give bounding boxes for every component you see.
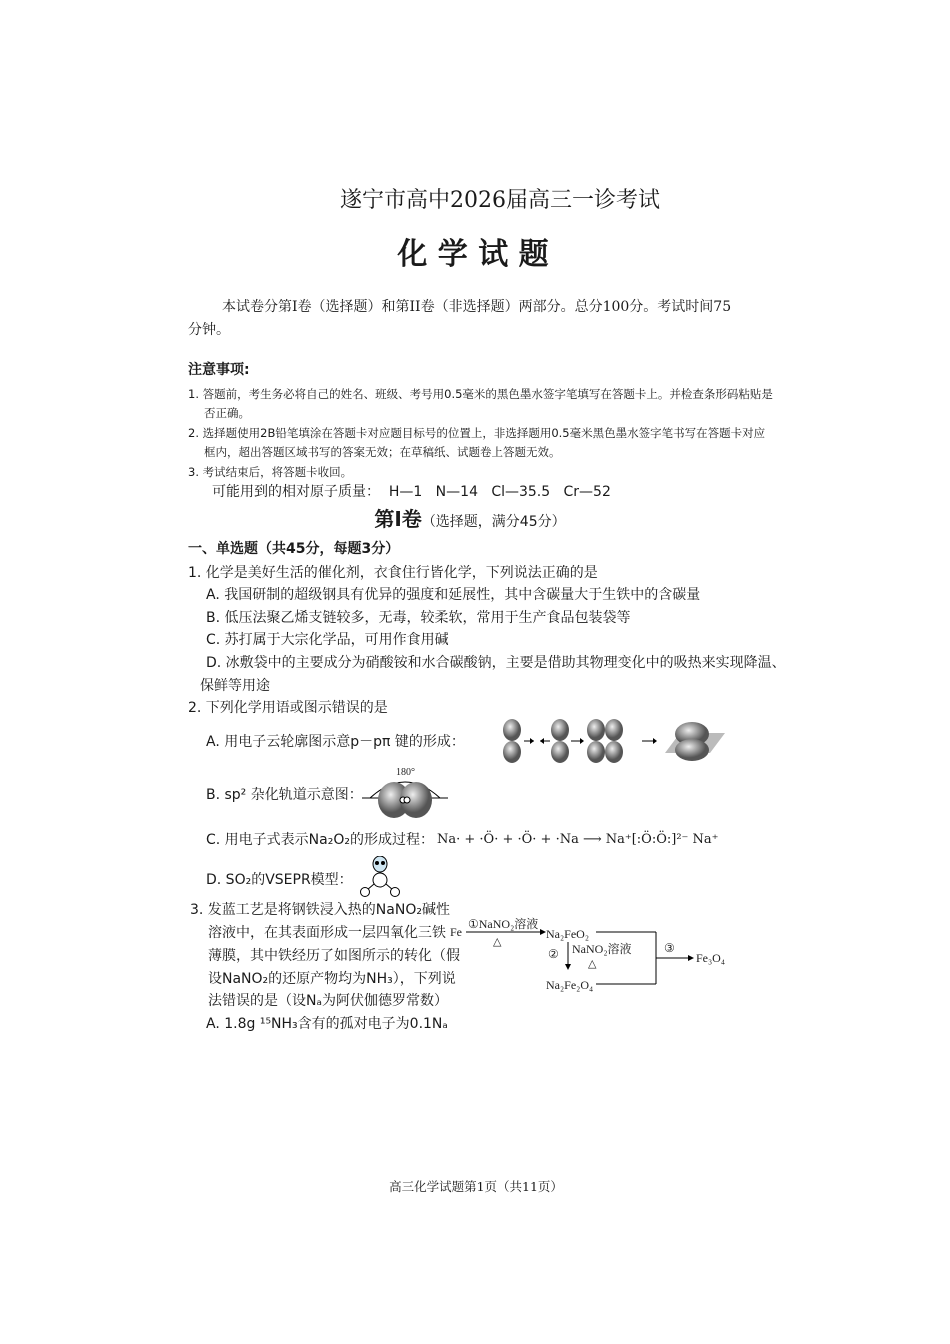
sp2-orbital-diagram xyxy=(362,764,448,822)
q3-line-2: 溶液中，在其表面形成一层四氧化三铁 xyxy=(208,925,446,941)
q1-option-a: A. 我国研制的超级钢具有优异的强度和延展性，其中含碳量大于生铁中的含碳量 xyxy=(206,587,701,603)
q1-option-d-cont: 保鲜等用途 xyxy=(200,678,270,694)
q3-line-4: 设NaNO₂的还原产物均为NH₃），下列说 xyxy=(208,971,456,987)
q3-line-1: 3. 发蓝工艺是将钢铁浸入热的NaNO₂碱性 xyxy=(190,902,450,918)
q3-line-5: 法错误的是（设Nₐ为阿伏伽德罗常数） xyxy=(208,993,448,1009)
note-2-cont: 框内，超出答题区域书写的答案无效；在草稿纸、试题卷上答题无效。 xyxy=(204,445,561,459)
q1-option-b: B. 低压法聚乙烯支链较多，无毒，较柔软，常用于生产食品包装袋等 xyxy=(206,610,631,626)
q2-option-d: D. SO₂的VSEPR模型： xyxy=(206,872,353,888)
na2fe2o4-label: Na₂Fe₂O₄ xyxy=(546,978,594,992)
notes-heading: 注意事项: xyxy=(188,362,250,378)
q1-option-d: D. 冰敷袋中的主要成分为硝酸铵和水合碳酸钠，主要是借助其物理变化中的吸热来实现降温、 xyxy=(206,655,786,671)
step2-label: ② xyxy=(548,947,559,961)
q3-line-3: 薄膜，其中铁经历了如图所示的转化（假 xyxy=(208,948,460,964)
step2-reagent: NaNO₂溶液 xyxy=(572,942,632,956)
na2o2-electron-formula: Na· + ·Ö· + ·Ö· + ·Na ⟶ Na⁺[:Ö:Ö:]²⁻ Na⁺ xyxy=(437,832,719,847)
atomic-masses: 可能用到的相对原子质量： H—1 N—14 Cl—35.5 Cr—52 xyxy=(212,484,611,500)
subject-title: 化 学 试 题 xyxy=(397,237,549,272)
section-single-choice: 一、单选题（共45分，每题3分） xyxy=(188,541,400,557)
angle-label: 180° xyxy=(396,767,415,778)
note-2: 2. 选择题使用2B铅笔填涂在答题卡对应题目标号的位置上，非选择题用0.5毫米黑色墨水签字笔书写在答题卡对应 xyxy=(188,426,766,440)
exam-title: 遂宁市高中2026届高三一诊考试 xyxy=(340,188,660,213)
note-3: 3. 考试结束后，将答题卡收回。 xyxy=(188,465,353,479)
step1-label: ①NaNO₂溶液 xyxy=(468,917,539,931)
heat-symbol-1: △ xyxy=(493,936,502,948)
q2-option-c: C. 用电子式表示Na₂O₂的形成过程： xyxy=(206,832,434,848)
iron-conversion-diagram xyxy=(448,912,738,997)
heat-symbol-2: △ xyxy=(588,958,597,970)
na2feo2-label: Na₂FeO₂ xyxy=(546,927,590,941)
volume1-heading xyxy=(374,507,566,531)
volume1-subtitle: （选择题，满分45分） xyxy=(421,514,566,530)
note-1: 1. 答题前，考生务必将自己的姓名、班级、考号用0.5毫米的黑色墨水签字笔填写在答题卡上。并检查条形码粘贴是 xyxy=(188,387,773,401)
q2-option-a: A. 用电子云轮廓图示意p－pπ 键的形成： xyxy=(206,734,465,750)
fe-label: Fe xyxy=(450,925,462,939)
q2-stem: 2. 下列化学用语或图示错误的是 xyxy=(188,700,388,716)
q2-option-b: B. sp² 杂化轨道示意图： xyxy=(206,787,363,803)
section-title xyxy=(188,540,399,558)
step3-label: ③ xyxy=(664,941,675,955)
q1-stem: 1. 化学是美好生活的催化剂，衣食住行皆化学，下列说法正确的是 xyxy=(188,565,598,581)
q1-option-c: C. 苏打属于大宗化学品，可用作食用碱 xyxy=(206,632,449,648)
volume1-title: 第I卷 xyxy=(374,507,422,531)
note-1-cont: 否正确。 xyxy=(204,406,250,420)
page-footer: 高三化学试题第1页（共11页） xyxy=(389,1179,563,1194)
intro-line-1: 本试卷分第I卷（选择题）和第II卷（非选择题）两部分。总分100分。考试时间75 xyxy=(222,299,732,315)
so2-vsepr-model xyxy=(358,856,402,898)
intro-line-2: 分钟。 xyxy=(188,322,230,338)
pi-bond-orbital-diagram xyxy=(500,718,730,766)
q3-option-a: A. 1.8g ¹⁵NH₃含有的孤对电子为0.1Nₐ xyxy=(206,1016,448,1032)
fe3o4-label: Fe₃O₄ xyxy=(696,951,726,965)
